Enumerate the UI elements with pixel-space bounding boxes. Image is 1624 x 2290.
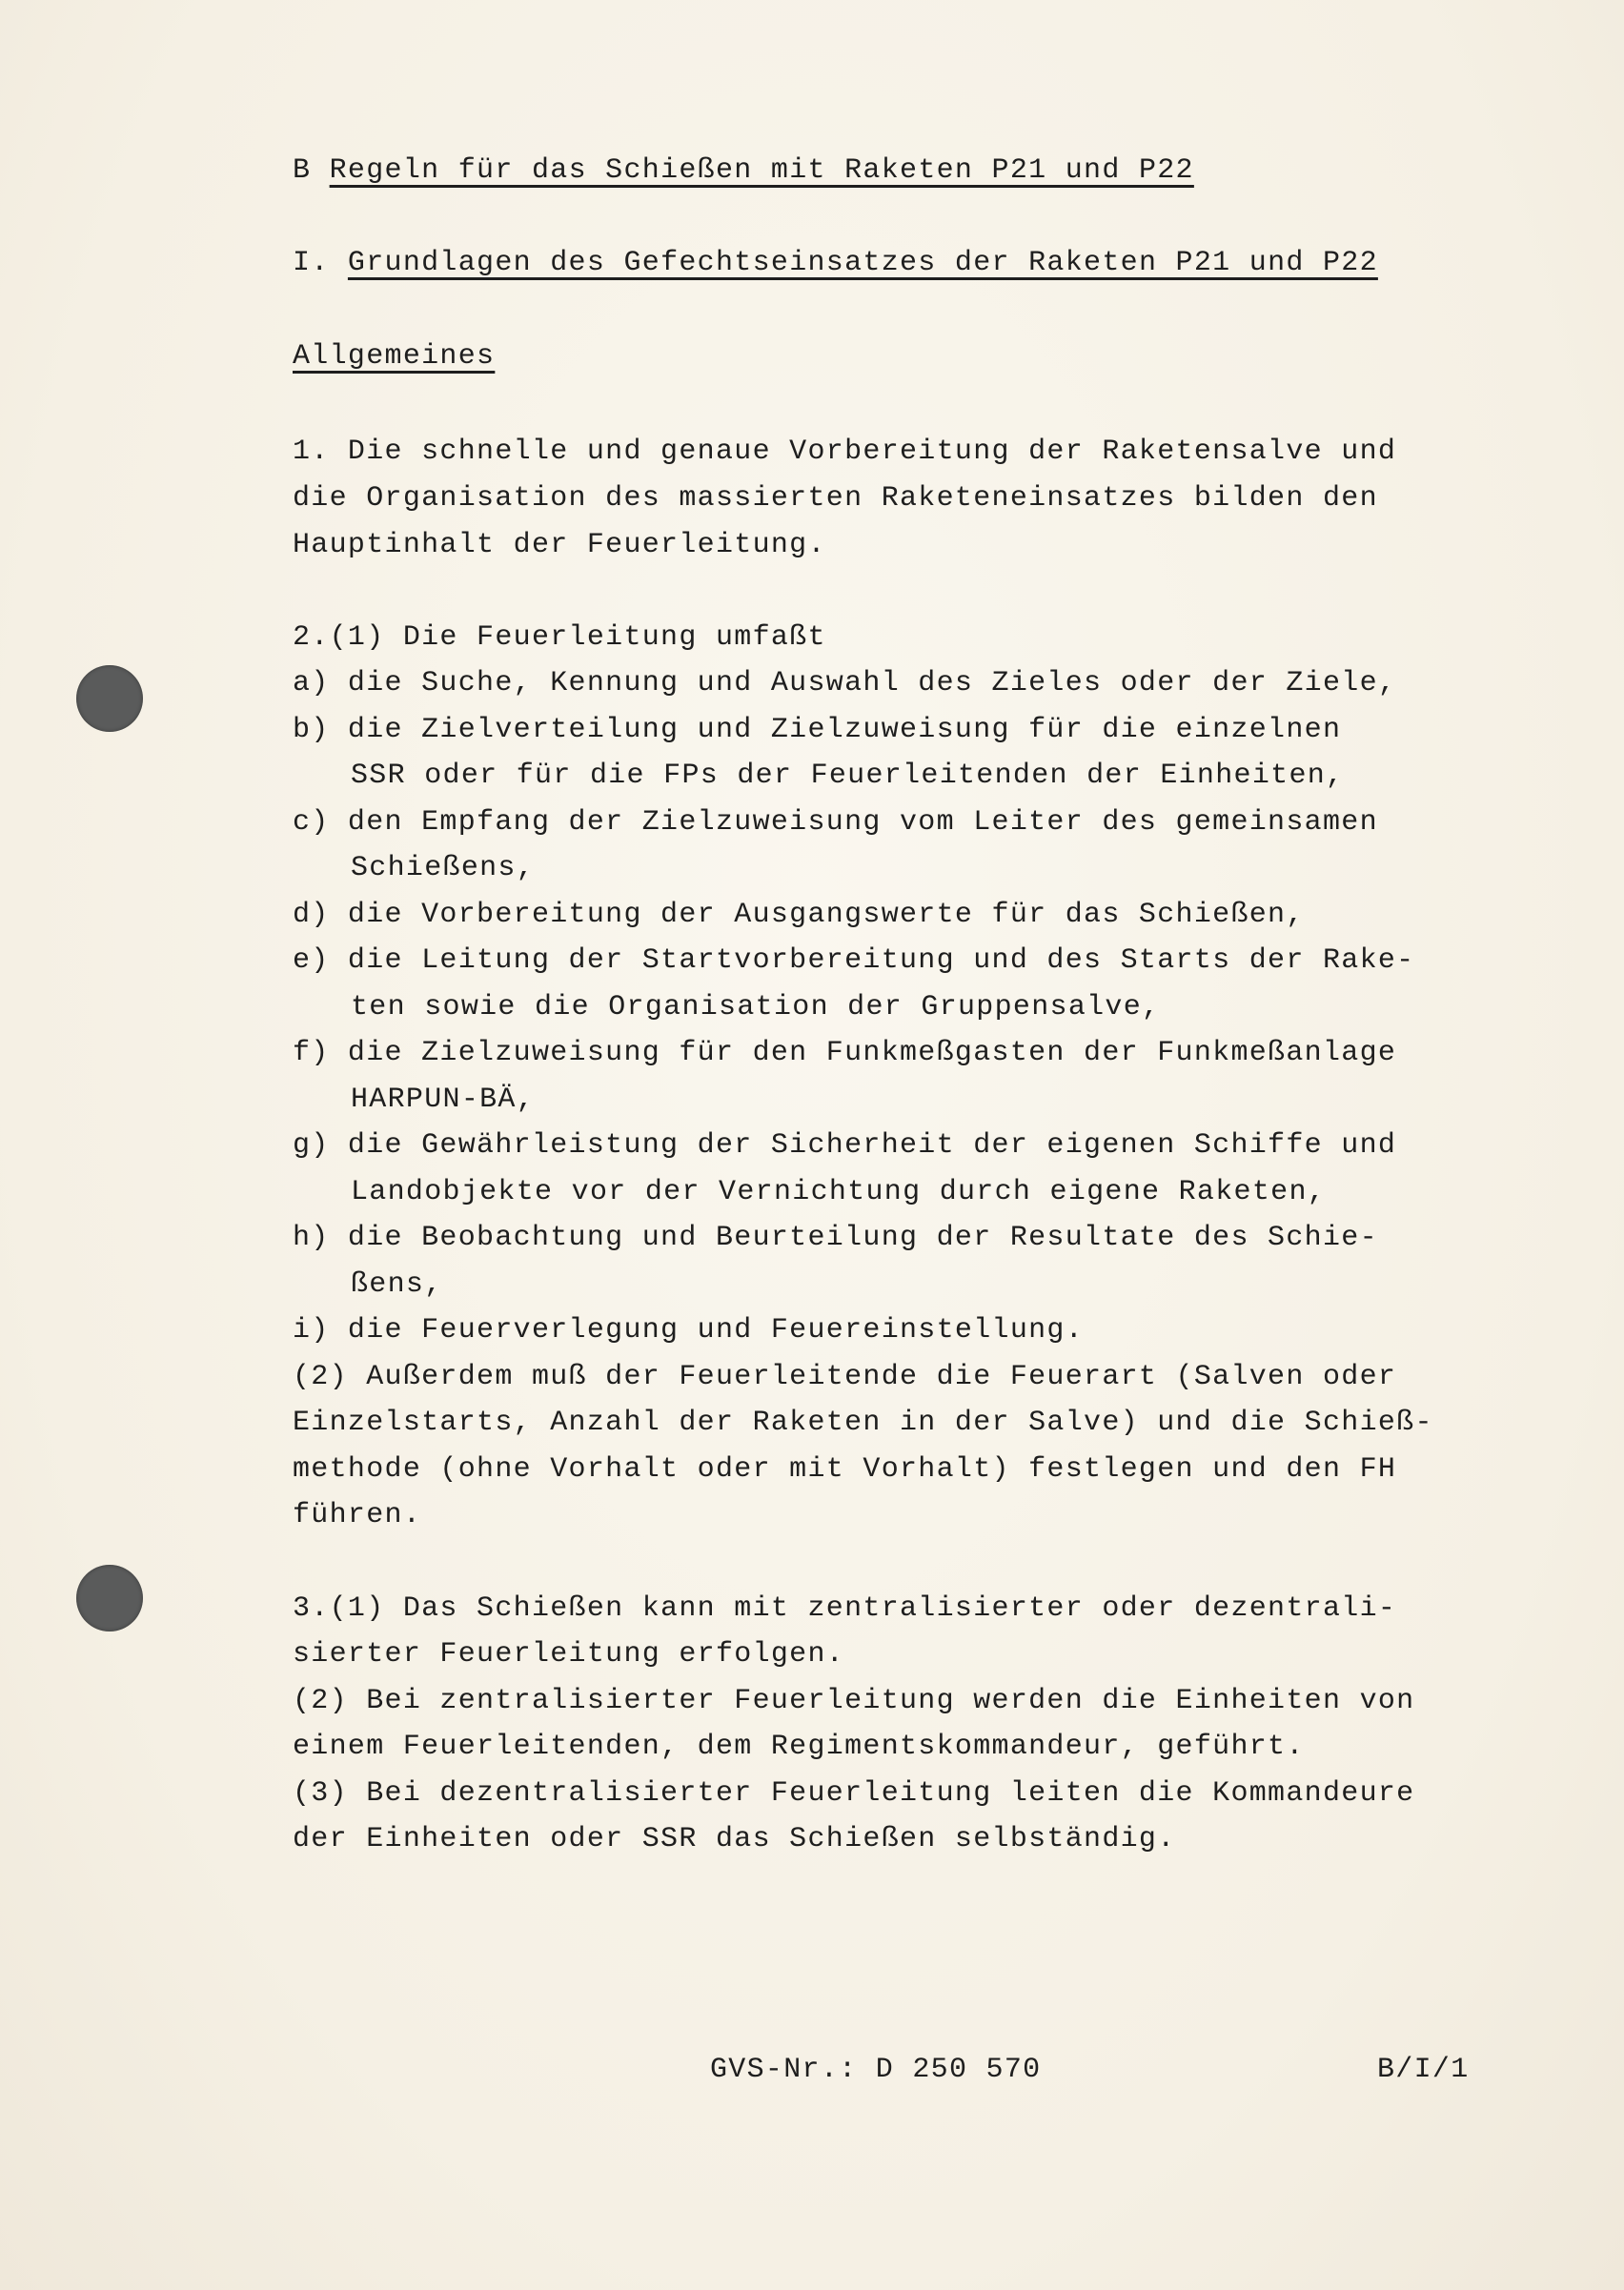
text-line: sierter Feuerleitung erfolgen.	[293, 1638, 845, 1671]
text-line: einem Feuerleitenden, dem Regimentskommandeur, geführt.	[293, 1731, 1305, 1763]
list-item-continuation: HARPUN-BÄ,	[351, 1084, 536, 1116]
punch-hole	[76, 1565, 143, 1631]
document-number: GVS-Nr.: D 250 570	[710, 2054, 1042, 2086]
section-heading	[293, 247, 1378, 279]
section-title-text: Grundlagen des Gefechtseinsatzes der Raketen P21 und P22	[347, 247, 1378, 279]
text-line: führen.	[293, 1499, 422, 1531]
text-line: (3) Bei dezentralisierter Feuerleitung leiten die Kommandeure	[293, 1777, 1415, 1810]
list-item: c) den Empfang der Zielzuweisung vom Leiter des gemeinsamen	[293, 806, 1378, 839]
list-item: d) die Vorbereitung der Ausgangswerte für das Schießen,	[293, 899, 1305, 931]
list-item: a) die Suche, Kennung und Auswahl des Zieles oder der Ziele,	[293, 667, 1397, 699]
text-line: Hauptinhalt der Feuerleitung.	[293, 529, 826, 561]
document-title	[293, 154, 1194, 187]
list-item: g) die Gewährleistung der Sicherheit der eigenen Schiffe und	[293, 1129, 1397, 1162]
list-item-continuation: Landobjekte vor der Vernichtung durch eigene Raketen,	[351, 1176, 1327, 1208]
punch-hole	[76, 665, 143, 732]
list-item: i) die Feuerverlegung und Feuereinstellung.	[293, 1314, 1085, 1347]
list-item: e) die Leitung der Startvorbereitung und des Starts der Rake-	[293, 944, 1415, 977]
page-reference: B/I/1	[1377, 2054, 1470, 2086]
section-prefix: I.	[293, 247, 330, 279]
text-line: Einzelstarts, Anzahl der Raketen in der Salve) und die Schieß-	[293, 1407, 1433, 1439]
list-item: h) die Beobachtung und Beurteilung der Resultate des Schie-	[293, 1222, 1378, 1254]
title-text: Regeln für das Schießen mit Raketen P21 und P22	[329, 154, 1194, 187]
list-item-continuation: ten sowie die Organisation der Gruppensalve,	[351, 991, 1161, 1023]
text-line: 1. Die schnelle und genaue Vorbereitung der Raketensalve und	[293, 436, 1397, 468]
text-line: 3.(1) Das Schießen kann mit zentralisierter oder dezentrali-	[293, 1592, 1397, 1625]
list-item-continuation: Schießens,	[351, 852, 536, 884]
text-line: der Einheiten oder SSR das Schießen selbständig.	[293, 1823, 1176, 1855]
list-item-continuation: ßens,	[351, 1268, 443, 1301]
title-prefix: B	[293, 154, 312, 187]
text-line: die Organisation des massierten Raketeneinsatzes bilden den	[293, 482, 1378, 515]
list-item: b) die Zielverteilung und Zielzuweisung für die einzelnen	[293, 714, 1342, 746]
list-item: f) die Zielzuweisung für den Funkmeßgasten der Funkmeßanlage	[293, 1037, 1397, 1069]
list-item-continuation: SSR oder für die FPs der Feuerleitenden der Einheiten,	[351, 760, 1345, 792]
text-line: (2) Außerdem muß der Feuerleitende die Feuerart (Salven oder	[293, 1361, 1397, 1393]
text-line: methode (ohne Vorhalt oder mit Vorhalt) festlegen und den FH	[293, 1453, 1397, 1486]
subheading	[293, 340, 495, 373]
subheading-text: Allgemeines	[293, 340, 496, 373]
text-line: 2.(1) Die Feuerleitung umfaßt	[293, 621, 826, 654]
text-line: (2) Bei zentralisierter Feuerleitung werden die Einheiten von	[293, 1685, 1415, 1717]
